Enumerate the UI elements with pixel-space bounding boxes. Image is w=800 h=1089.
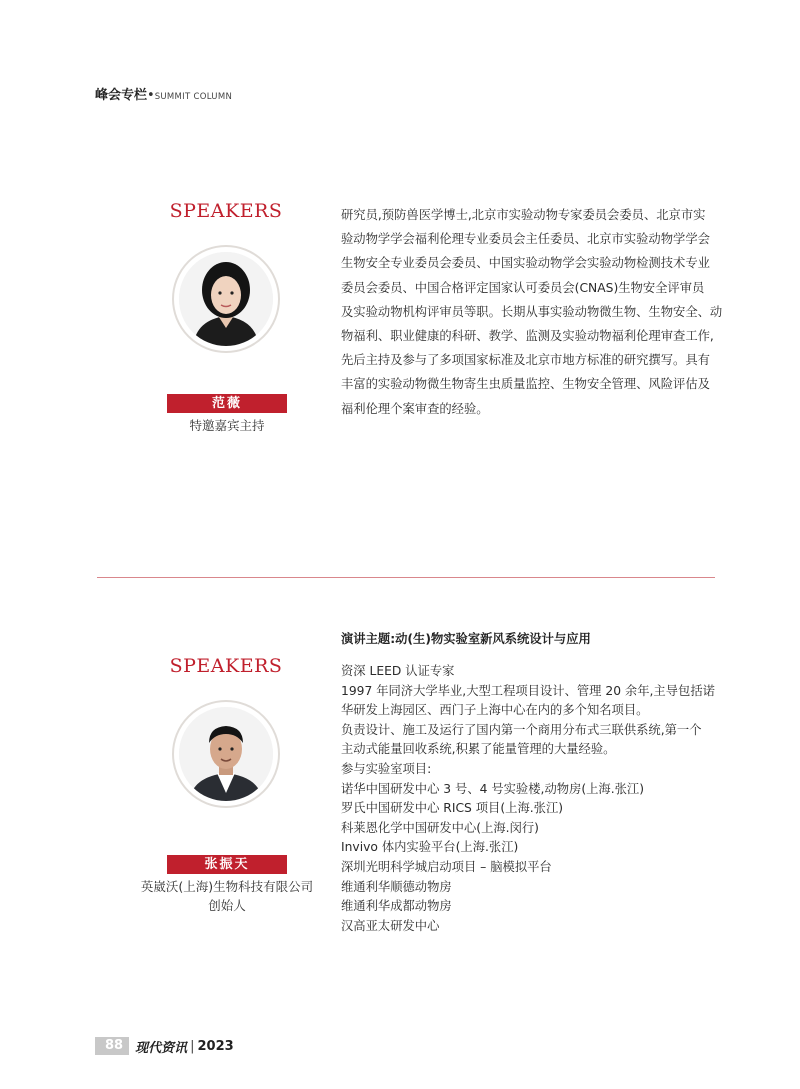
bio-line: 先后主持及参与了多项国家标准及北京市地方标准的研究撰写。具有: [341, 353, 710, 368]
woman-portrait-icon: [179, 252, 273, 346]
bio-line: 负责设计、施工及运行了国内第一个商用分布式三联供系统,第一个: [341, 722, 702, 737]
bio-line: 及实验动物机构评审员等职。长期从事实验动物微生物、生物安全、动: [341, 304, 723, 319]
bio-line: 诺华中国研发中心 3 号、4 号实验楼,动物房(上海.张江): [341, 781, 645, 796]
page-footer: [95, 1037, 234, 1055]
bio-line: 委员会委员、中国合格评定国家认可委员会(CNAS)生物安全评审员: [341, 280, 705, 295]
bio-line: 科莱恩化学中国研发中心(上海.闵行): [341, 820, 539, 835]
speaker-portrait-1: [179, 252, 273, 346]
bio-line: 维通利华成都动物房: [341, 899, 452, 914]
bio-line: Invivo 体内实验平台(上海.张江): [341, 840, 519, 855]
bio-line: 参与实验室项目:: [341, 761, 432, 776]
magazine-logo: 现代资讯: [135, 1040, 188, 1056]
speaker-affiliation: 英崴沃(上海)生物科技有限公司: [140, 879, 314, 894]
section-divider: [97, 577, 715, 578]
footer-separator: |: [190, 1038, 195, 1054]
speakers-heading-1: SPEAKERS: [169, 200, 283, 222]
bio-line: 罗氏中国研发中心 RICS 项目(上海.张江): [341, 801, 564, 816]
speaker-portrait-2: [179, 707, 273, 801]
speaker-role-line: 特邀嘉宾主持: [189, 418, 265, 433]
bio-line: 维通利华顺德动物房: [341, 879, 452, 894]
bio-line: 主动式能量回收系统,积累了能量管理的大量经验。: [341, 742, 616, 757]
speaker-role-1: [147, 416, 307, 435]
speakers-heading-2: SPEAKERS: [169, 655, 283, 677]
bio-line: 研究员,预防兽医学博士,北京市实验动物专家委员会委员、北京市实: [341, 208, 706, 222]
bio-line: 汉高亚太研发中心: [341, 918, 440, 933]
speaker-photo-frame-1: [172, 245, 280, 353]
bio-line: 华研发上海园区、西门子上海中心在内的多个知名项目。: [341, 703, 649, 718]
speaker-name-2: 张振天: [167, 855, 287, 874]
column-header: [95, 84, 232, 103]
speaker-name-1: 范薇: [167, 394, 287, 413]
column-title-cn: 峰会专栏: [95, 88, 148, 103]
bio-line: 深圳光明科学城启动项目 – 脑模拟平台: [341, 859, 552, 874]
bio-line: 验动物学学会福利伦理专业委员会主任委员、北京市实验动物学学会: [341, 232, 710, 247]
bio-line: 生物安全专业委员会委员、中国实验动物学会实验动物检测技术专业: [341, 256, 710, 271]
bio-line: 1997 年同济大学毕业,大型工程项目设计、管理 20 余年,主导包括诺: [341, 683, 715, 698]
column-bullet: •: [147, 88, 155, 103]
speaker-photo-frame-2: [172, 700, 280, 808]
talk-topic: 演讲主题:动(生)物实验室新风系统设计与应用: [341, 632, 591, 646]
page-number: 88: [95, 1037, 129, 1055]
speaker-title: 创始人: [208, 898, 246, 913]
bio-line: 物福利、职业健康的科研、教学、监测及实验动物福利伦理审查工作,: [341, 329, 714, 344]
bio-line: 福利伦理个案审查的经验。: [341, 401, 489, 416]
speaker-bio-1: [341, 203, 722, 421]
column-title-en: SUMMIT COLUMN: [154, 92, 233, 102]
speaker-bio-2: [341, 662, 715, 936]
man-portrait-icon: [179, 707, 273, 801]
issue-year: 2023: [197, 1038, 234, 1054]
bio-line: 丰富的实验动物微生物寄生虫质量监控、生物安全管理、风险评估及: [341, 377, 710, 392]
speaker-role-2: [127, 877, 327, 915]
bio-line: 资深 LEED 认证专家: [341, 664, 455, 678]
